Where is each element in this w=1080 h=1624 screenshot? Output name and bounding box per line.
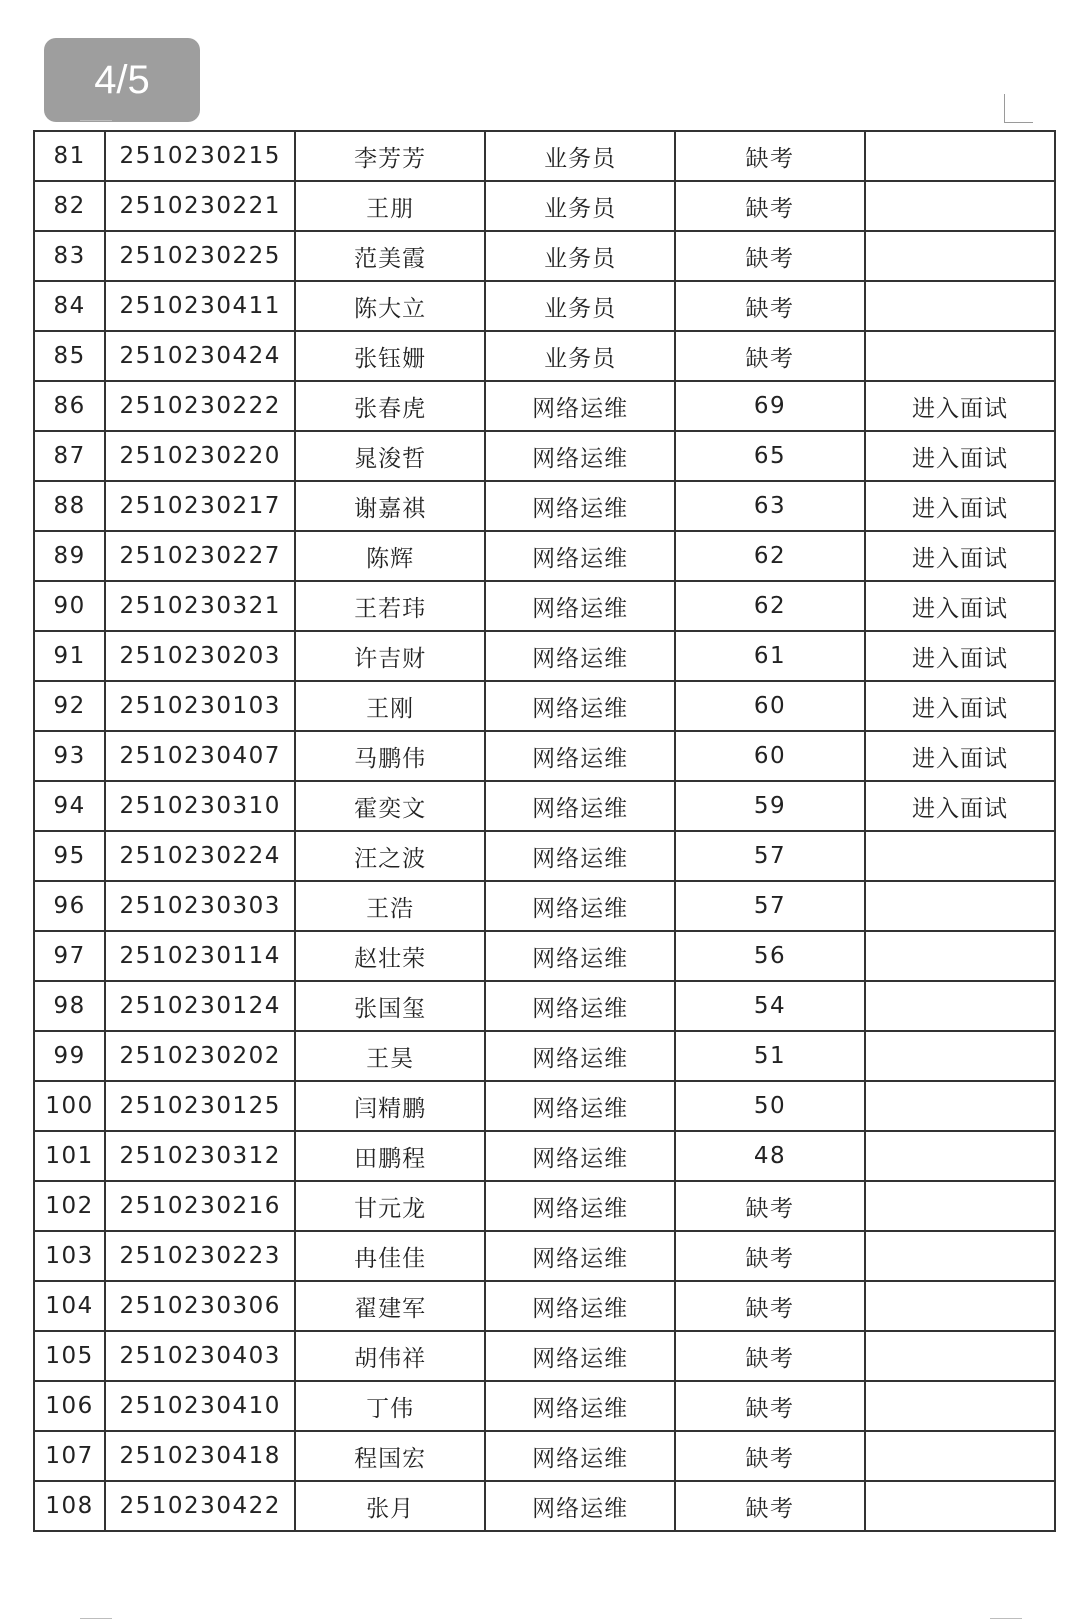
- cell-index: 99: [34, 1031, 105, 1081]
- cell-name: 张春虎: [295, 381, 485, 431]
- page-edge-mark: [80, 1618, 112, 1619]
- cell-exam-id: 2510230303: [105, 881, 295, 931]
- cell-exam-id: 2510230202: [105, 1031, 295, 1081]
- cell-name: 马鹏伟: [295, 731, 485, 781]
- results-table-body: [34, 131, 1055, 1531]
- cell-score: 63: [675, 481, 865, 531]
- cell-position: 网络运维: [485, 1481, 675, 1531]
- cell-exam-id: 2510230220: [105, 431, 295, 481]
- table-row: [34, 931, 1055, 981]
- cell-position: 业务员: [485, 231, 675, 281]
- cell-index: 84: [34, 281, 105, 331]
- cell-position: 网络运维: [485, 881, 675, 931]
- cell-position: 网络运维: [485, 1331, 675, 1381]
- cell-position: 网络运维: [485, 381, 675, 431]
- cell-remark: [865, 231, 1055, 281]
- cell-exam-id: 2510230223: [105, 1231, 295, 1281]
- cell-index: 103: [34, 1231, 105, 1281]
- cell-position: 网络运维: [485, 1081, 675, 1131]
- cell-remark: 进入面试: [865, 431, 1055, 481]
- cell-position: 网络运维: [485, 681, 675, 731]
- cell-index: 81: [34, 131, 105, 181]
- cell-remark: [865, 1481, 1055, 1531]
- cell-exam-id: 2510230222: [105, 381, 295, 431]
- table-row: [34, 1131, 1055, 1181]
- table-row: [34, 781, 1055, 831]
- cell-name: 闫精鹏: [295, 1081, 485, 1131]
- cell-remark: [865, 281, 1055, 331]
- cell-name: 王朋: [295, 181, 485, 231]
- table-row: [34, 1281, 1055, 1331]
- table-row: [34, 731, 1055, 781]
- cell-name: 王浩: [295, 881, 485, 931]
- cell-name: 张国玺: [295, 981, 485, 1031]
- cell-score: 缺考: [675, 181, 865, 231]
- results-table: [33, 130, 1056, 1532]
- cell-exam-id: 2510230403: [105, 1331, 295, 1381]
- cell-score: 57: [675, 831, 865, 881]
- cell-remark: [865, 1281, 1055, 1331]
- cell-index: 89: [34, 531, 105, 581]
- cell-score: 缺考: [675, 331, 865, 381]
- cell-remark: 进入面试: [865, 481, 1055, 531]
- cell-position: 业务员: [485, 131, 675, 181]
- cell-score: 缺考: [675, 1181, 865, 1231]
- cell-index: 92: [34, 681, 105, 731]
- cell-exam-id: 2510230103: [105, 681, 295, 731]
- cell-remark: 进入面试: [865, 781, 1055, 831]
- cell-remark: [865, 1081, 1055, 1131]
- table-row: [34, 881, 1055, 931]
- cell-score: 62: [675, 531, 865, 581]
- table-row: [34, 631, 1055, 681]
- cell-score: 缺考: [675, 1431, 865, 1481]
- cell-position: 网络运维: [485, 1431, 675, 1481]
- cell-exam-id: 2510230310: [105, 781, 295, 831]
- cell-position: 网络运维: [485, 731, 675, 781]
- cell-exam-id: 2510230321: [105, 581, 295, 631]
- cell-index: 94: [34, 781, 105, 831]
- cell-remark: [865, 981, 1055, 1031]
- cell-remark: [865, 331, 1055, 381]
- cell-exam-id: 2510230224: [105, 831, 295, 881]
- cell-score: 57: [675, 881, 865, 931]
- cell-score: 50: [675, 1081, 865, 1131]
- cell-position: 网络运维: [485, 1031, 675, 1081]
- cell-remark: 进入面试: [865, 381, 1055, 431]
- cell-remark: [865, 831, 1055, 881]
- cell-index: 82: [34, 181, 105, 231]
- cell-exam-id: 2510230306: [105, 1281, 295, 1331]
- cell-position: 网络运维: [485, 631, 675, 681]
- cell-position: 网络运维: [485, 1131, 675, 1181]
- cell-position: 网络运维: [485, 931, 675, 981]
- cell-exam-id: 2510230221: [105, 181, 295, 231]
- cell-score: 54: [675, 981, 865, 1031]
- cell-index: 83: [34, 231, 105, 281]
- table-row: [34, 1381, 1055, 1431]
- cell-position: 网络运维: [485, 781, 675, 831]
- cell-index: 95: [34, 831, 105, 881]
- cell-remark: 进入面试: [865, 731, 1055, 781]
- cell-remark: [865, 1231, 1055, 1281]
- table-row: [34, 131, 1055, 181]
- cell-name: 程国宏: [295, 1431, 485, 1481]
- cell-score: 缺考: [675, 1231, 865, 1281]
- cell-name: 张钰姗: [295, 331, 485, 381]
- page-indicator-badge: 4/5: [44, 38, 200, 122]
- cell-index: 91: [34, 631, 105, 681]
- cell-exam-id: 2510230216: [105, 1181, 295, 1231]
- cell-index: 96: [34, 881, 105, 931]
- cell-index: 98: [34, 981, 105, 1031]
- cell-remark: [865, 1131, 1055, 1181]
- cell-exam-id: 2510230125: [105, 1081, 295, 1131]
- cell-score: 59: [675, 781, 865, 831]
- cell-name: 李芳芳: [295, 131, 485, 181]
- cell-position: 网络运维: [485, 1181, 675, 1231]
- cell-remark: [865, 1431, 1055, 1481]
- cell-remark: 进入面试: [865, 581, 1055, 631]
- cell-name: 许吉财: [295, 631, 485, 681]
- cell-remark: [865, 1031, 1055, 1081]
- cell-remark: [865, 1381, 1055, 1431]
- cell-exam-id: 2510230215: [105, 131, 295, 181]
- cell-name: 谢嘉祺: [295, 481, 485, 531]
- cell-position: 网络运维: [485, 1281, 675, 1331]
- cell-score: 缺考: [675, 1331, 865, 1381]
- cell-score: 缺考: [675, 1381, 865, 1431]
- cell-position: 网络运维: [485, 831, 675, 881]
- cell-remark: 进入面试: [865, 631, 1055, 681]
- page-edge-mark: [990, 1618, 1022, 1619]
- cell-index: 86: [34, 381, 105, 431]
- cell-index: 106: [34, 1381, 105, 1431]
- cell-name: 陈辉: [295, 531, 485, 581]
- table-row: [34, 1331, 1055, 1381]
- table-row: [34, 1081, 1055, 1131]
- table-row: [34, 681, 1055, 731]
- cell-name: 王若玮: [295, 581, 485, 631]
- cell-score: 60: [675, 731, 865, 781]
- cell-score: 56: [675, 931, 865, 981]
- cell-exam-id: 2510230410: [105, 1381, 295, 1431]
- cell-remark: 进入面试: [865, 681, 1055, 731]
- cell-score: 缺考: [675, 131, 865, 181]
- cell-remark: [865, 181, 1055, 231]
- table-row: [34, 381, 1055, 431]
- cell-position: 业务员: [485, 331, 675, 381]
- cell-name: 翟建军: [295, 1281, 485, 1331]
- cell-exam-id: 2510230114: [105, 931, 295, 981]
- cell-score: 62: [675, 581, 865, 631]
- cell-position: 网络运维: [485, 581, 675, 631]
- cell-name: 汪之波: [295, 831, 485, 881]
- cell-name: 王刚: [295, 681, 485, 731]
- table-row: [34, 1031, 1055, 1081]
- cell-position: 业务员: [485, 281, 675, 331]
- cell-name: 丁伟: [295, 1381, 485, 1431]
- cell-remark: [865, 1331, 1055, 1381]
- cell-score: 51: [675, 1031, 865, 1081]
- cell-index: 88: [34, 481, 105, 531]
- cell-exam-id: 2510230422: [105, 1481, 295, 1531]
- table-row: [34, 1231, 1055, 1281]
- cell-position: 网络运维: [485, 1231, 675, 1281]
- cell-position: 网络运维: [485, 481, 675, 531]
- cell-name: 田鹏程: [295, 1131, 485, 1181]
- cell-name: 赵壮荣: [295, 931, 485, 981]
- cell-remark: [865, 131, 1055, 181]
- cell-exam-id: 2510230407: [105, 731, 295, 781]
- cell-index: 90: [34, 581, 105, 631]
- cell-score: 48: [675, 1131, 865, 1181]
- cell-name: 王昊: [295, 1031, 485, 1081]
- cell-remark: [865, 881, 1055, 931]
- table-row: [34, 831, 1055, 881]
- table-row: [34, 431, 1055, 481]
- cell-name: 甘元龙: [295, 1181, 485, 1231]
- cell-name: 范美霞: [295, 231, 485, 281]
- cell-index: 105: [34, 1331, 105, 1381]
- table-row: [34, 231, 1055, 281]
- cell-position: 业务员: [485, 181, 675, 231]
- page-corner-mark: [1004, 94, 1033, 123]
- cell-index: 101: [34, 1131, 105, 1181]
- cell-exam-id: 2510230225: [105, 231, 295, 281]
- table-row: [34, 1431, 1055, 1481]
- table-row: [34, 1181, 1055, 1231]
- table-row: [34, 281, 1055, 331]
- cell-name: 冉佳佳: [295, 1231, 485, 1281]
- cell-name: 胡伟祥: [295, 1331, 485, 1381]
- cell-exam-id: 2510230424: [105, 331, 295, 381]
- cell-position: 网络运维: [485, 431, 675, 481]
- cell-score: 60: [675, 681, 865, 731]
- cell-exam-id: 2510230411: [105, 281, 295, 331]
- cell-remark: [865, 1181, 1055, 1231]
- cell-score: 缺考: [675, 231, 865, 281]
- cell-score: 65: [675, 431, 865, 481]
- cell-index: 107: [34, 1431, 105, 1481]
- cell-position: 网络运维: [485, 1381, 675, 1431]
- cell-score: 缺考: [675, 1481, 865, 1531]
- cell-exam-id: 2510230312: [105, 1131, 295, 1181]
- cell-exam-id: 2510230124: [105, 981, 295, 1031]
- cell-position: 网络运维: [485, 531, 675, 581]
- cell-index: 108: [34, 1481, 105, 1531]
- table-row: [34, 181, 1055, 231]
- cell-score: 缺考: [675, 281, 865, 331]
- cell-name: 晁浚哲: [295, 431, 485, 481]
- cell-exam-id: 2510230227: [105, 531, 295, 581]
- cell-name: 陈大立: [295, 281, 485, 331]
- table-row: [34, 981, 1055, 1031]
- cell-score: 61: [675, 631, 865, 681]
- cell-name: 张月: [295, 1481, 485, 1531]
- cell-exam-id: 2510230203: [105, 631, 295, 681]
- cell-position: 网络运维: [485, 981, 675, 1031]
- cell-index: 85: [34, 331, 105, 381]
- cell-remark: 进入面试: [865, 531, 1055, 581]
- page-edge-mark: [80, 120, 112, 121]
- cell-score: 69: [675, 381, 865, 431]
- cell-index: 104: [34, 1281, 105, 1331]
- cell-index: 102: [34, 1181, 105, 1231]
- cell-index: 87: [34, 431, 105, 481]
- cell-score: 缺考: [675, 1281, 865, 1331]
- cell-index: 100: [34, 1081, 105, 1131]
- cell-name: 霍奕文: [295, 781, 485, 831]
- cell-index: 97: [34, 931, 105, 981]
- cell-remark: [865, 931, 1055, 981]
- cell-index: 93: [34, 731, 105, 781]
- table-row: [34, 481, 1055, 531]
- cell-exam-id: 2510230217: [105, 481, 295, 531]
- table-row: [34, 531, 1055, 581]
- cell-exam-id: 2510230418: [105, 1431, 295, 1481]
- table-row: [34, 331, 1055, 381]
- table-row: [34, 1481, 1055, 1531]
- table-row: [34, 581, 1055, 631]
